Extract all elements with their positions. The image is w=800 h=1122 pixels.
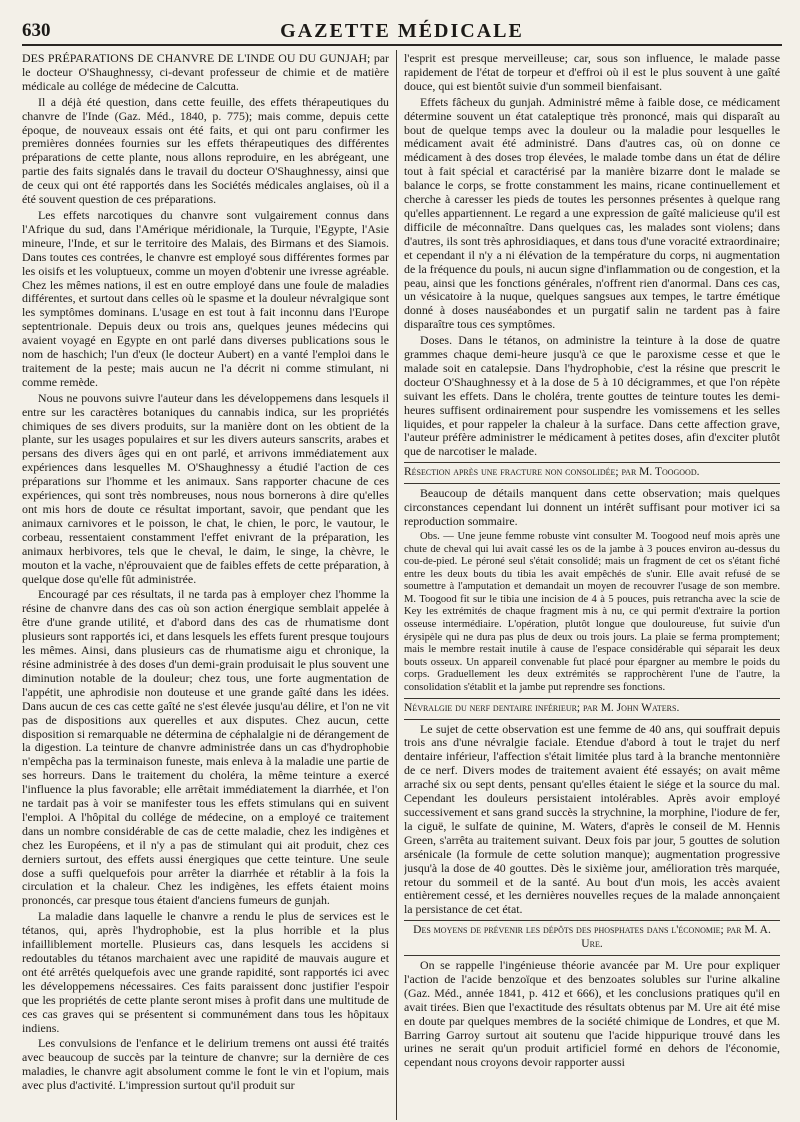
- page-header: [22, 6, 782, 46]
- journal-title: GAZETTE MÉDICALE: [280, 20, 524, 42]
- header-rule: [22, 44, 782, 46]
- section-rule: [404, 719, 780, 720]
- right-paragraph: Effets fâcheux du gunjah. Administré même à faible dose, ce médicament détermine souvent un état cataleptique très prononcé, mais qui disparaît au bout de quelque temps avec la douleur ou la maladie pour lesquelles le médicament avait été administré. Dans d'autres cas, où on donne ce médicament à des doses trop élevées, le malade tombe dans un état de délire tout à fait spécial et caractérisé par la manière bizarre dont le malade se balance le corps, se frotte constamment les mains, ricane continuellement et cherche à caresser les pieds de toutes les personnes présentes à quelque rang qu'elles appartiennent. Le regard a une expression de gaîté malicieuse qu'il est difficile de méconnaître. Dans quelques cas, les malades sont violens; dans d'autres, ils sont très aphrosidiaques, et dans tous d'une voracité extraordinaire; et cependant il n'y a ni élévation de la température du corps, ni augmentation de la fréquence du pouls, ni aucun signe d'inflammation ou de congestion, et la peau, ainsi que les fonctions générales, n'offrent rien d'anormal. Dans ces cas, un vésicatoire à la nuque, quelques sangsues aux tempes, le tartre émétique donné à doses nauséabondes et un purgatif salin ne tardent pas à faire disparaître tous ces symptômes.: [404, 94, 780, 332]
- observation-paragraph: Obs. — Une jeune femme robuste vint consulter M. Toogood neuf mois après une chute de cheval qui lui avait cassé les os de la jambe à 3 pouces environ au-dessus du cou-de-pied. Le péroné seul s'était consolidé; mais un fragment de cet os s'étant fiché entre les deux bouts du tibia les avait empêchés de s'unir. Elle avait refusé de se soumettre à l'amputation et demandait un moyen de recouvrer l'usage de son membre. M. Toogood fit sur le tibia une incision de 4 à 5 pouces, puis retrancha avec la scie de Key les extrémités de chaque fragment mis à nu, ce qui permit d'extraire la portion osseuse intermédiaire. L'opération, plutôt longue que douloureuse, fut suivie d'un érysipèle qui ne dura pas plus de deux ou trois jours. La plaie se ferma promptement; mais le membre restait inutile à cause de l'espace considérable qui séparait les deux bouts osseux. Un appareil convenable fut placé pour épargner au membre le poids du corps. Graduellement les deux extrémités se rapprochèrent l'une de l'autre, la consolidation s'établit et la jambe put reprendre ses fonctions.: [404, 530, 780, 694]
- article-heading: Des moyens de prévenir les dépôts des phosphates dans l'économie; par M. A. Ure.: [413, 924, 771, 951]
- article-heading: Névralgie du nerf dentaire inférieur; par M. John Waters.: [404, 701, 680, 714]
- section-rule: [404, 920, 780, 921]
- left-paragraph: Les effets narcotiques du chanvre sont vulgairement connus dans l'Afrique du sud, dans l'Amérique méridionale, la Turquie, l'Egypte, l'Asie mineure, l'Inde, et sur le territoire des Malais, des Birmans et des Siamois. Dans toutes ces contrées, le chanvre est employé sous différentes formes par les oisifs et les voluptueux, comme un moyen d'obtenir une ivresse agréable. Chez les mêmes nations, il est en outre employé dans une foule de maladies différentes, et surtout dans celles où le spasme et la douleur névralgique sont les symptômes dominans. L'usage en est tout à fait inconnu dans l'Europe septentrionale. Depuis deux ou trois ans, quelques jeunes médecins qui avaient voyagé en Egypte en ont parlé dans diverses publications sous le nom de haschich; l'un d'eux (le docteur Aubert) en a vanté l'emploi dans le traitement de la peste; mais aucun ne l'a décrit ni comme stimulant, ni comme remède.: [22, 207, 389, 389]
- column-divider: [396, 50, 397, 1120]
- article-heading: Résection après une fracture non consolidée; par M. Toogood.: [404, 466, 700, 479]
- section-rule: [404, 955, 780, 956]
- section-rule: [404, 698, 780, 699]
- section-rule: [404, 462, 780, 463]
- right-paragraph: Le sujet de cette observation est une femme de 40 ans, qui souffrait depuis trois ans d'une névralgie faciale. Etendue d'abord à tout le trajet du nerf dentaire inférieur, l'affection s'était limitée plus tard à la branche mentonnière de ce nerf. Divers modes de traitement avaient été essayés; on avait même arraché six ou sept dents, pensant qu'elles étaient le siége et la source du mal. Cependant les douleurs persistaient intolérables. Après avoir employé successivement et sans grand succès la strychnine, la morphine, l'iodure de fer, la ciguë, le sulfate de quinine, M. Waters, d'après le conseil de M. Hennis Green, s'arrêta au traitement suivant. Deux fois par jour, 5 gouttes de solution arsénicale (la formule de cette solution manque); augmentation progressive jusqu'à la dose de 40 gouttes. Dès le sixième jour, amélioration très marquée, retour du sommeil et de la santé. Au bout d'un mois, les accès avaient entièrement cessé, et les dernières nouvelles reçues de la malade annonçaient la persistance de cet état.: [404, 721, 780, 917]
- right-paragraph: l'esprit est presque merveilleuse; car, sous son influence, le malade passe rapidement de l'état de torpeur et d'effroi où il est le plus souvent à une gaîté douce, qui est bientôt suivie d'un sommeil bienfaisant.: [404, 52, 780, 93]
- left-column: [22, 52, 389, 1118]
- page-number: 630: [22, 20, 51, 41]
- section-rule: [404, 483, 780, 484]
- right-paragraph: Beaucoup de détails manquent dans cette observation; mais quelques circonstances cependant lui donnent un intérêt suffisant pour motiver ici sa reproduction sommaire.: [404, 486, 780, 528]
- left-paragraph: Il a déjà été question, dans cette feuille, des effets thérapeutiques du chanvre de l'Inde (Gaz. Méd., 1840, p. 775); mais comme, depuis cette époque, de nouveaux essais ont été faits, et qui ont paru confirmer les premières données fournies sur les effets thérapeutiques des différentes préparations de cette plante, nous allons reproduire, en les abrégeant, une partie des faits signalés dans le travail du docteur O'Shaughnessy, ainsi que de ceux qui ont été rapportés dans les Sociétés médicales anglaises, où il a été souvent question de ces préparations.: [22, 94, 389, 207]
- right-paragraph: On se rappelle l'ingénieuse théorie avancée par M. Ure pour expliquer l'action de l'acide benzoïque et des benzoates solubles sur l'urine alkaline (Gaz. Méd., année 1841, p. 412 et 666), et les conclusions pratiques qu'il en avait tirées. Bien que l'exactitude des résultats obtenus par M. Ure ait été mise en doute par quelques membres de la société chimique de Londres, et que M. Barring Garroy surtout ait soutenu que l'acide hippurique trouvé dans les urines ne serait qu'un produit artificiel formé en dehors de l'économie, cependant nous croyons devoir rapporter aussi: [404, 958, 780, 1070]
- left-paragraph: DES PRÉPARATIONS DE CHANVRE DE L'INDE OU DU GUNJAH; par le docteur O'Shaughnessy, ci-devant professeur de chimie et de matière médicale au collége de médecine de Calcutta.: [22, 52, 389, 93]
- left-paragraph: La maladie dans laquelle le chanvre a rendu le plus de services est le tétanos, qui, après l'hydrophobie, est la plus horrible et la plus infailliblement mortelle. Plusieurs cas, dans lesquels les accidens si redoutables du tétanos marchaient avec une rapidité de mauvais augure et ont été arrêtés quelquefois avec une grande rapidité, sont rapportés ici avec les développemens nécessaires. Ces faits paraissent donc justifier l'espoir que les propriétés de cette plante seront mises à profit dans une multitude de ces cas graves qui se présentent si communément dans tous les hôpitaux indiens.: [22, 909, 389, 1035]
- right-column: [404, 52, 780, 1118]
- left-paragraph: Encouragé par ces résultats, il ne tarda pas à employer chez l'homme la résine de chanvre dans des cas où son action énergique semblait appelée à être d'une grande utilité, et d'abord dans des cas de rhumatisme dont plusieurs sont rapportés ici, et dans lesquels les effets furent presque toujours les mêmes. Ainsi, dans plusieurs cas de rhumatisme aigu et chronique, la résine administrée à des doses d'un demi-grain produisait le plus souvent une diminution notable de la douleur; chez tous, une forte augmentation de l'appétit, une aphrodisie non douteuse et une grande gaîté dans les idées. Dans aucun de ces cas cette gaîté ne s'est élevée jusqu'au délire, et l'on ne vit pas de dispositions aux querelles et aux disputes. Chez aucun, cette disposition si remarquable ne détermina de céphalalgie ni de dérangement de la digestion. La teinture de chanvre administrée dans un cas d'hydrophobie n'empêcha pas la terminaison funeste, mais enleva à la maladie une partie de ses horreurs. Dans le traitement du choléra, la même teinture a exercé l'influence la plus favorable; elle arrêtait immédiatement la diarrhée, et l'on ne tardait pas à voir se manifester tous les effets stimulans qui en suivent l'emploi. A l'hôpital du collége de médecine, on a employé ce traitement dans un nombre considérable de cas de cette maladie, chez les indigènes et chez les Européens, et il n'y a pas de stimulant qui ait produit, chez ces derniers surtout, des effets aussi énergiques que cette teinture. Une seule dose a suffi quelquefois pour arrêter la diarrhée et rétablir à la fois la circulation et la chaleur. Chez les indigènes, les effets étaient moins prononcés, car presque tous étaient d'anciens fumeurs de gunjah.: [22, 587, 389, 908]
- left-paragraph: Les convulsions de l'enfance et le delirium tremens ont aussi été traités avec beaucoup de succès par la teinture de chanvre; sur la dernière de ces maladies, le chanvre agit absolument comme le font le vin et l'opium, mais avec plus d'activité. L'impression surtout qu'il produit sur: [22, 1036, 389, 1093]
- left-paragraph: Nous ne pouvons suivre l'auteur dans les développemens dans lesquels il entre sur les caractères botaniques du cannabis indica, sur les propriétés chimiques de ses divers produits, sur la manière dont on les obtient de la plante, sur les usages populaires et sur les divers auteurs sanscrits, arabes et persans des divers âges qui en ont parlé, et arrivons immédiatement aux expériences dans lesquelles M. O'Shaughnessy a étudié l'action de ces préparations sur l'homme et les animaux. Sans rapporter chacune de ces expériences, qui sont très nombreuses, nous nous bornerons à dire qu'elles ont mis hors de doute ce résultat important, savoir, que pendant que les animaux carnivores et le poisson, le chat, le chien, le porc, le vautour, le corbeau, ressentaient constamment l'effet enivrant de la préparation, les animaux herbivores, tels que le cheval, le daim, le singe, la chèvre, le mouton et la vache, n'éprouvaient que de faibles effets de cette préparation, à quelque dose qu'elle fût administrée.: [22, 390, 389, 586]
- right-paragraph: Doses. Dans le tétanos, on administre la teinture à la dose de quatre grammes chaque demi-heure jusqu'à ce que le paroxisme cesse et que le malade soit en catalepsie. Dans l'hydrophobie, c'est la résine que prescrit le docteur O'Shaughnessy et à la dose de 5 à 10 décigrammes, et que l'on répète suivant les effets. Dans le choléra, trente gouttes de teinture toutes les demi-heures suffisent ordinairement pour suspendre les vomissemens et les selles liquides, et pour rappeler la chaleur à la surface. Dans cette affection grave, l'auteur préfère administrer le médicament à petites doses, afin d'exciter plutôt que de narcotiser le malade.: [404, 333, 780, 459]
